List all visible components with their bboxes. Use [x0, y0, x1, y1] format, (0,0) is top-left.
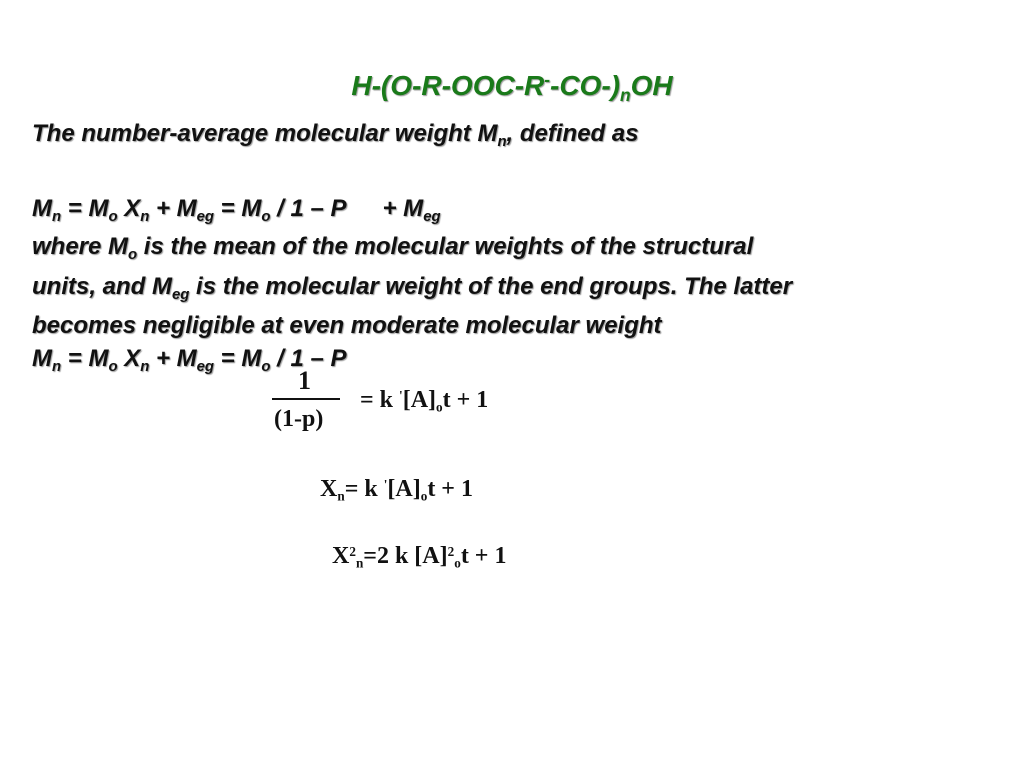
explanation-line-1: where $M_o$ is the mean of the molecular weights of the structural: [32, 233, 754, 264]
fraction-denominator: (1-p): [274, 406, 324, 432]
explanation-line-3: becomes negligible at even moderate molecular weight: [32, 312, 662, 339]
rate-equation-2: $X_n= k$ $'[A]_ot + 1$: [320, 476, 473, 504]
explanation-line-2: units, and $M_{eg}$ is the molecular weight of the end groups. The latter: [32, 273, 793, 304]
mn-formula-line-2: $M_n = M_o$ $X_n + M_{eg} = M_o / 1 - P$: [32, 345, 347, 376]
formula-title: $H-(O-R-OOC-R^--CO-)_nOH$: [351, 69, 673, 106]
definition-line: The number-average molecular weight $M_n$, defined as: [32, 120, 639, 151]
rate-equation-1: = k $'[A]_ot + 1$: [360, 387, 489, 415]
fraction-bar: [272, 398, 340, 400]
fraction-numerator: 1: [298, 366, 311, 395]
mn-formula-line: $M_n = M_o$ $X_n + M_{eg} = M_o / 1 - P + M_{eg}$: [32, 195, 441, 226]
rate-equation-3: $X^2_n=2$ k $[A]^2_ot + 1$: [332, 543, 507, 571]
